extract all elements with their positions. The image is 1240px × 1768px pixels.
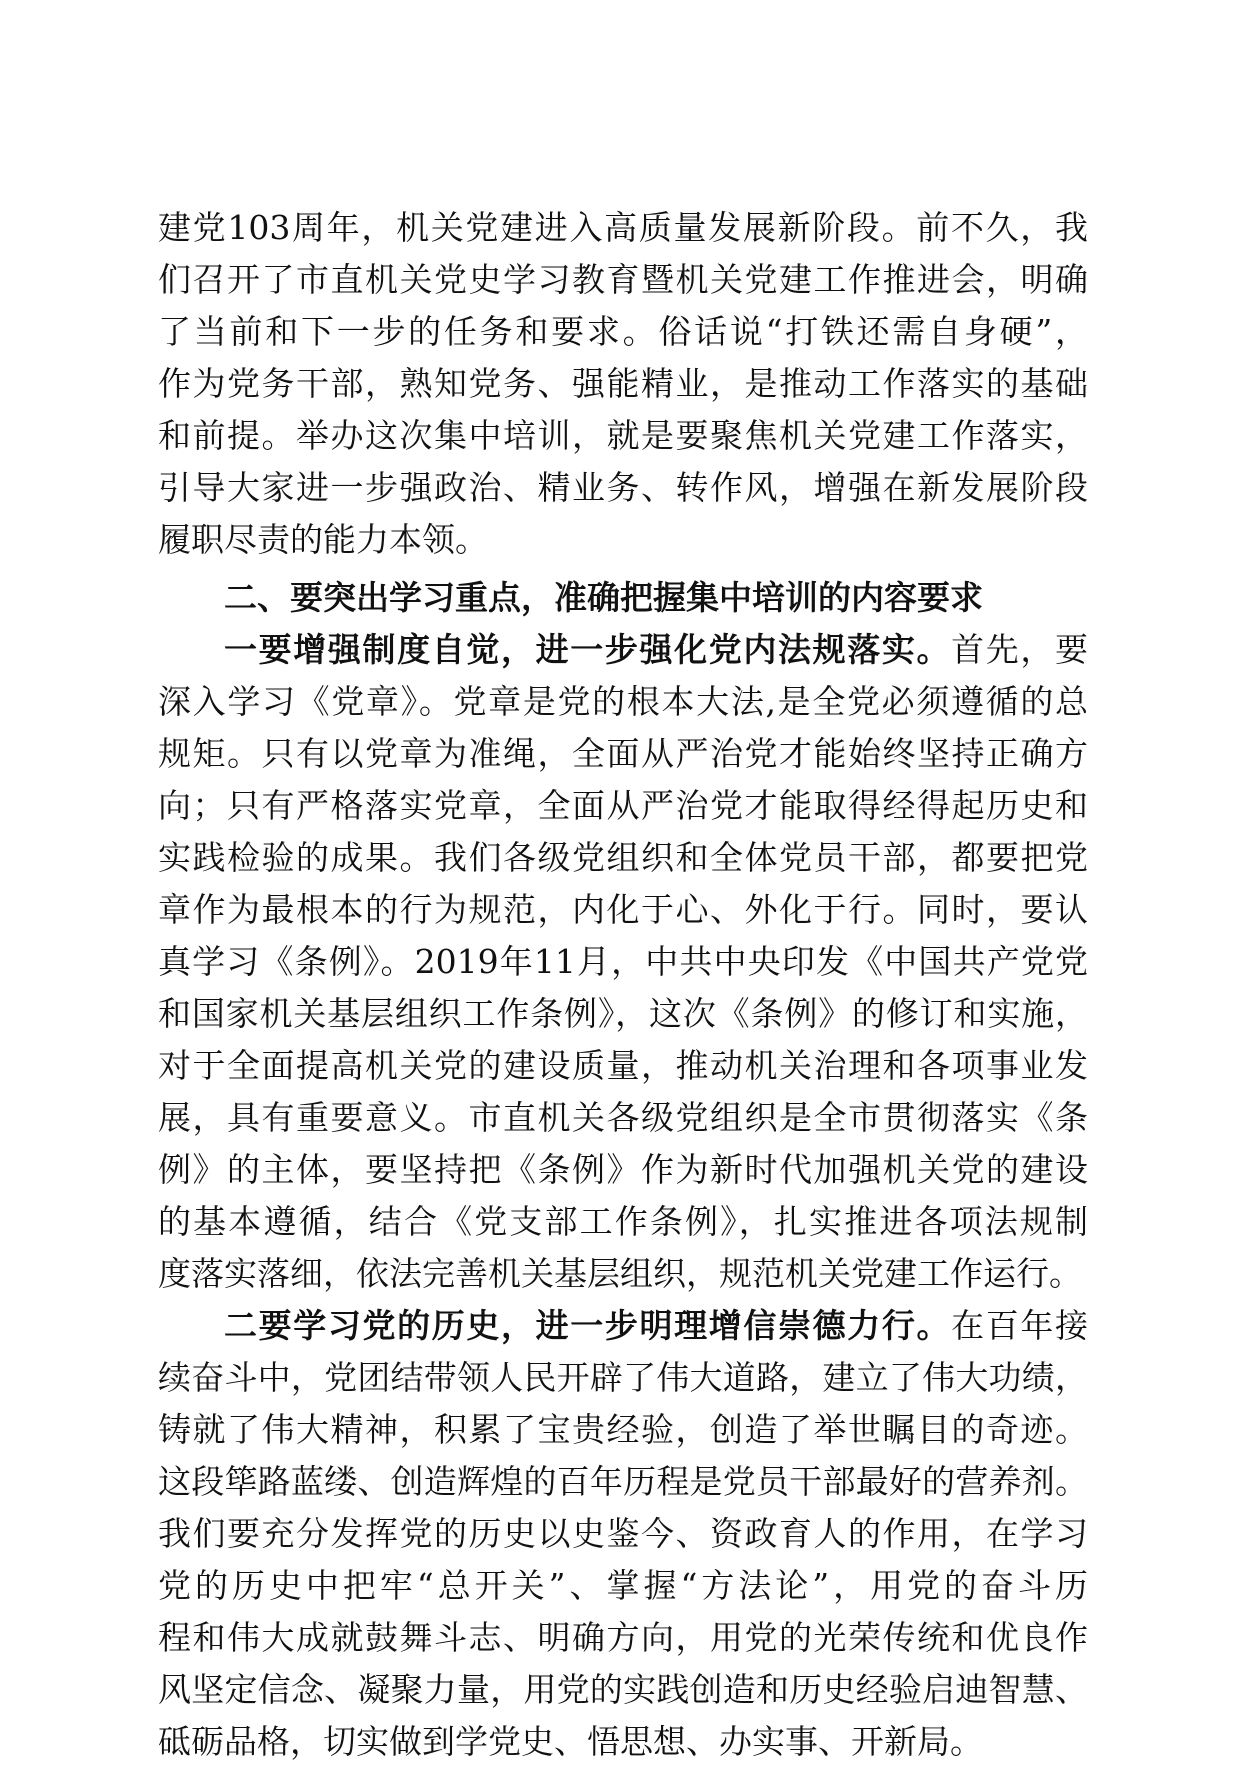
text-line: 章作为最根本的行为规范，内化于心、外化于行。同时，要认 [158,890,1088,929]
section-heading: 二、要突出学习重点，准确把握集中培训的内容要求 [224,578,983,617]
text-line: 深入学习《党章》。党章是党的根本大法,是全党必须遵循的总 [158,682,1088,721]
text-line: 和国家机关基层组织工作条例》，这次《条例》的修订和实施， [158,994,1088,1033]
text-line: 作为党务干部，熟知党务、强能精业，是推动工作落实的基础 [158,364,1088,403]
text-line: 真学习《条例》。2019年11月，中共中央印发《中国共产党党 [158,942,1088,981]
text-line: 引导大家进一步强政治、精业务、转作风，增强在新发展阶段 [158,468,1088,507]
text-line: 向；只有严格落实党章，全面从严治党才能取得经得起历史和 [158,786,1088,825]
text-segment: 在百年接 [951,1306,1088,1345]
text-line: 对于全面提高机关党的建设质量，推动机关治理和各项事业发 [158,1046,1088,1085]
text-line: 规矩。只有以党章为准绳，全面从严治党才能始终坚持正确方 [158,734,1088,773]
text-line: 砥砺品格，切实做到学党史、悟思想、办实事、开新局。 [158,1722,983,1761]
text-line: 风坚定信念、凝聚力量，用党的实践创造和历史经验启迪智慧、 [158,1670,1088,1709]
paragraph-system-awareness [158,624,1088,1300]
text-line: 这段筚路蓝缕、创造辉煌的百年历程是党员干部最好的营养剂。 [158,1462,1088,1501]
text-line: 我们要充分发挥党的历史以史鉴今、资政育人的作用，在学习 [158,1514,1088,1553]
paragraph-lead: 一要增强制度自觉，进一步强化党内法规落实。 [224,630,952,669]
text-line: 续奋斗中，党团结带领人民开辟了伟大道路，建立了伟大功绩， [158,1358,1088,1397]
text-line: 的基本遵循，结合《党支部工作条例》，扎实推进各项法规制 [158,1202,1088,1241]
text-line: 铸就了伟大精神，积累了宝贵经验，创造了举世瞩目的奇迹。 [158,1410,1088,1449]
text-line [158,1300,1088,1352]
text-line: 和前提。举办这次集中培训，就是要聚焦机关党建工作落实， [158,416,1088,455]
paragraph-intro [158,202,1088,566]
text-line: 建党103周年，机关党建进入高质量发展新阶段。前不久，我 [158,208,1088,247]
text-line: 履职尽责的能力本领。 [158,520,488,559]
document-page [158,202,1088,1768]
text-line: 程和伟大成就鼓舞斗志、明确方向，用党的光荣传统和优良作 [158,1618,1088,1657]
paragraph-lead: 二要学习党的历史，进一步明理增信崇德力行。 [224,1306,952,1345]
text-line: 展，具有重要意义。市直机关各级党组织是全市贯彻落实《条 [158,1098,1088,1137]
text-line [158,624,1088,676]
text-line: 党的历史中把牢“总开关”、掌握“方法论”，用党的奋斗历 [158,1566,1088,1605]
text-line: 度落实落细，依法完善机关基层组织，规范机关党建工作运行。 [158,1254,1082,1293]
text-line: 实践检验的成果。我们各级党组织和全体党员干部，都要把党 [158,838,1088,877]
paragraph-party-history [158,1300,1088,1768]
text-line: 例》的主体，要坚持把《条例》作为新时代加强机关党的建设 [158,1150,1088,1189]
text-segment: 首先，要 [951,630,1088,669]
text-line: 了当前和下一步的任务和要求。俗话说“打铁还需自身硬”， [158,312,1088,351]
text-line: 们召开了市直机关党史学习教育暨机关党建工作推进会，明确 [158,260,1088,299]
